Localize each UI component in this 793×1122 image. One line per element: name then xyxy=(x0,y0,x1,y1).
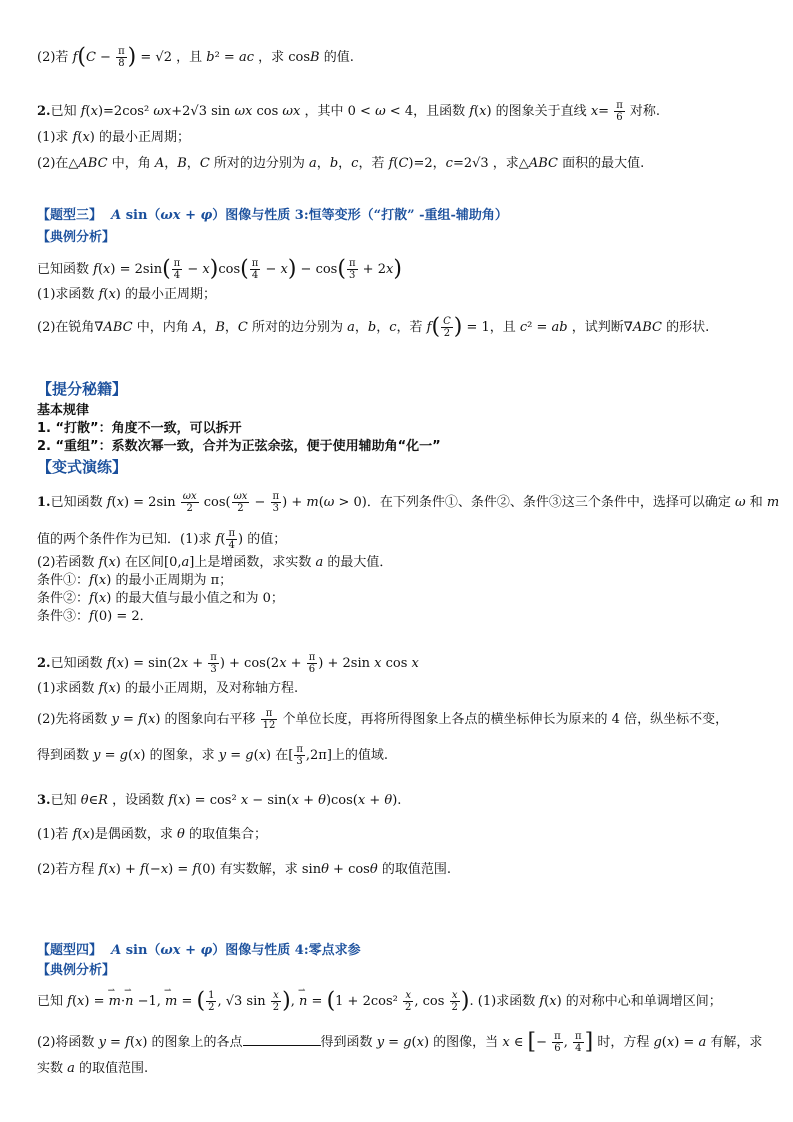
problem-2-statement: 2.已知 f(x)=2cos² ωx+2√3 sin ωx cos ωx ，其中 0 < ω < 4，且函数 f(x) 的图象关于直线 x= $\frac{\pi}{6}$ 对称. xyxy=(37,100,661,123)
section-3-example-label: 【典例分析】 xyxy=(37,230,116,245)
variation-1-statement: 1.已知函数 f(x) = 2sin $\frac{\omega x}{2}$ cos( $\frac{\omega x}{2}$ − $\frac{\pi}{3}$ ) + m(ω > 0)．在下列条件①、条件②、条件③这三个条件中，选择可以确定 ω 和 m xyxy=(37,491,780,514)
variation-2-q1: (1)求函数 f(x) 的最小正周期，及对称轴方程. xyxy=(37,681,299,696)
problem-2-q2: (2)在△ABC 中，角 A，B，C 所对的边分别为 a，b，c，若 f(C)=2，c=2√3 ，求△ABC 面积的最大值. xyxy=(37,156,645,171)
variation-3-statement: 3.已知 θ∈R ，设函数 f(x) = cos² x − sin(x + θ)cos(x + θ). xyxy=(37,793,402,808)
section-4-heading: 【题型四】 A sin（ωx + φ）图像与性质 4:零点求参 xyxy=(37,943,361,958)
variation-1-cond-2: 条件②：f(x) 的最大值与最小值之和为 0； xyxy=(37,591,284,606)
variation-3-q1: (1)若 f(x)是偶函数，求 θ 的取值集合； xyxy=(37,827,267,842)
section-4-example-label: 【典例分析】 xyxy=(37,963,116,978)
variation-title: 【变式演练】 xyxy=(37,458,128,476)
section-4-q2-cont: 实数 a 的取值范围. xyxy=(37,1061,149,1076)
variation-2-statement: 2.已知函数 f(x) = sin(2x + $\frac{\pi}{3}$ ) + cos(2x + $\frac{\pi}{6}$ ) + 2sin x cos x xyxy=(37,652,419,675)
section-3-q2: (2)在锐角∇ABC 中，内角 A，B，C 所对的边分别为 a，b，c，若 f( $\frac{C}{2}$ ) = 1，且 c² = ab ，试判断∇ABC 的形状. xyxy=(37,314,710,340)
section-3-heading: 【题型三】 A sin（ωx + φ）图像与性质 3:恒等变形（“打散” -重组-辅助角） xyxy=(37,208,508,223)
variation-1-q1: 值的两个条件作为已知．(1)求 f( $\frac{\pi}{4}$ ) 的值； xyxy=(37,528,287,551)
variation-2-q2: (2)先将函数 y = f(x) 的图象向右平移 $\frac{\pi}{12}$ 个单位长度，再将所得图象上各点的横坐标伸长为原来的 4 倍，纵坐标不变， xyxy=(37,708,729,731)
problem-2-q1: (1)求 f(x) 的最小正周期； xyxy=(37,130,191,145)
variation-1-cond-3: 条件③：f(0) = 2． xyxy=(37,609,153,624)
tips-rule-2: 2. “重组”：系数次幂一致，合并为正弦余弦，便于使用辅助角“化一” xyxy=(37,439,441,454)
tips-title: 【提分秘籍】 xyxy=(37,380,128,398)
fill-in-blank xyxy=(243,1031,321,1046)
variation-3-q2: (2)若方程 f(x) + f(−x) = f(0) 有实数解，求 sinθ + cosθ 的取值范围. xyxy=(37,862,451,877)
variation-1-cond-1: 条件①：f(x) 的最小正周期为 π； xyxy=(37,573,233,588)
section-3-q1: (1)求函数 f(x) 的最小正周期； xyxy=(37,287,217,302)
tips-rule-1: 1. “打散”：角度不一致，可以拆开 xyxy=(37,421,242,436)
section-3-statement: 已知函数 f(x) = 2sin( $\frac{\pi}{4}$ − x)cos( $\frac{\pi}{4}$ − x) − cos( $\frac{\pi}{3}$ + 2x) xyxy=(37,256,402,282)
problem-1-part-2: (2)若 f(C − $\frac{\pi}{8}$ ) = √2 ，且 b² = ac ，求 cosB 的值. xyxy=(37,44,354,70)
section-4-statement: 已知 f(x) = ⇀ m·⇀ n −1, ⇀ m = ( $\frac{1}{2}$ , √3 sin $\frac{x}{2}$ ), ⇀ n = (1 + 2cos² $\frac{x}{2}$ , cos $\frac{x}{2}$ ). (1)求函数 f(x) 的对称中心和单调增区间； xyxy=(37,990,722,1013)
variation-1-q2: (2)若函数 f(x) 在区间[0,a]上是增函数，求实数 a 的最大值． xyxy=(37,555,393,570)
tips-rule: 基本规律 xyxy=(37,403,90,418)
section-4-q2: (2)将函数 y = f(x) 的图象上的各点 得到函数 y = g(x) 的图像，当 x ∈ [− $\frac{\pi}{6}$ , $\frac{\pi}{4}$ ] 时，方程 g(x) = a 有解，求 xyxy=(37,1029,763,1055)
variation-2-q2-cont: 得到函数 y = g(x) 的图象，求 y = g(x) 在[ $\frac{\pi}{3}$ ,2π]上的值域. xyxy=(37,744,389,767)
